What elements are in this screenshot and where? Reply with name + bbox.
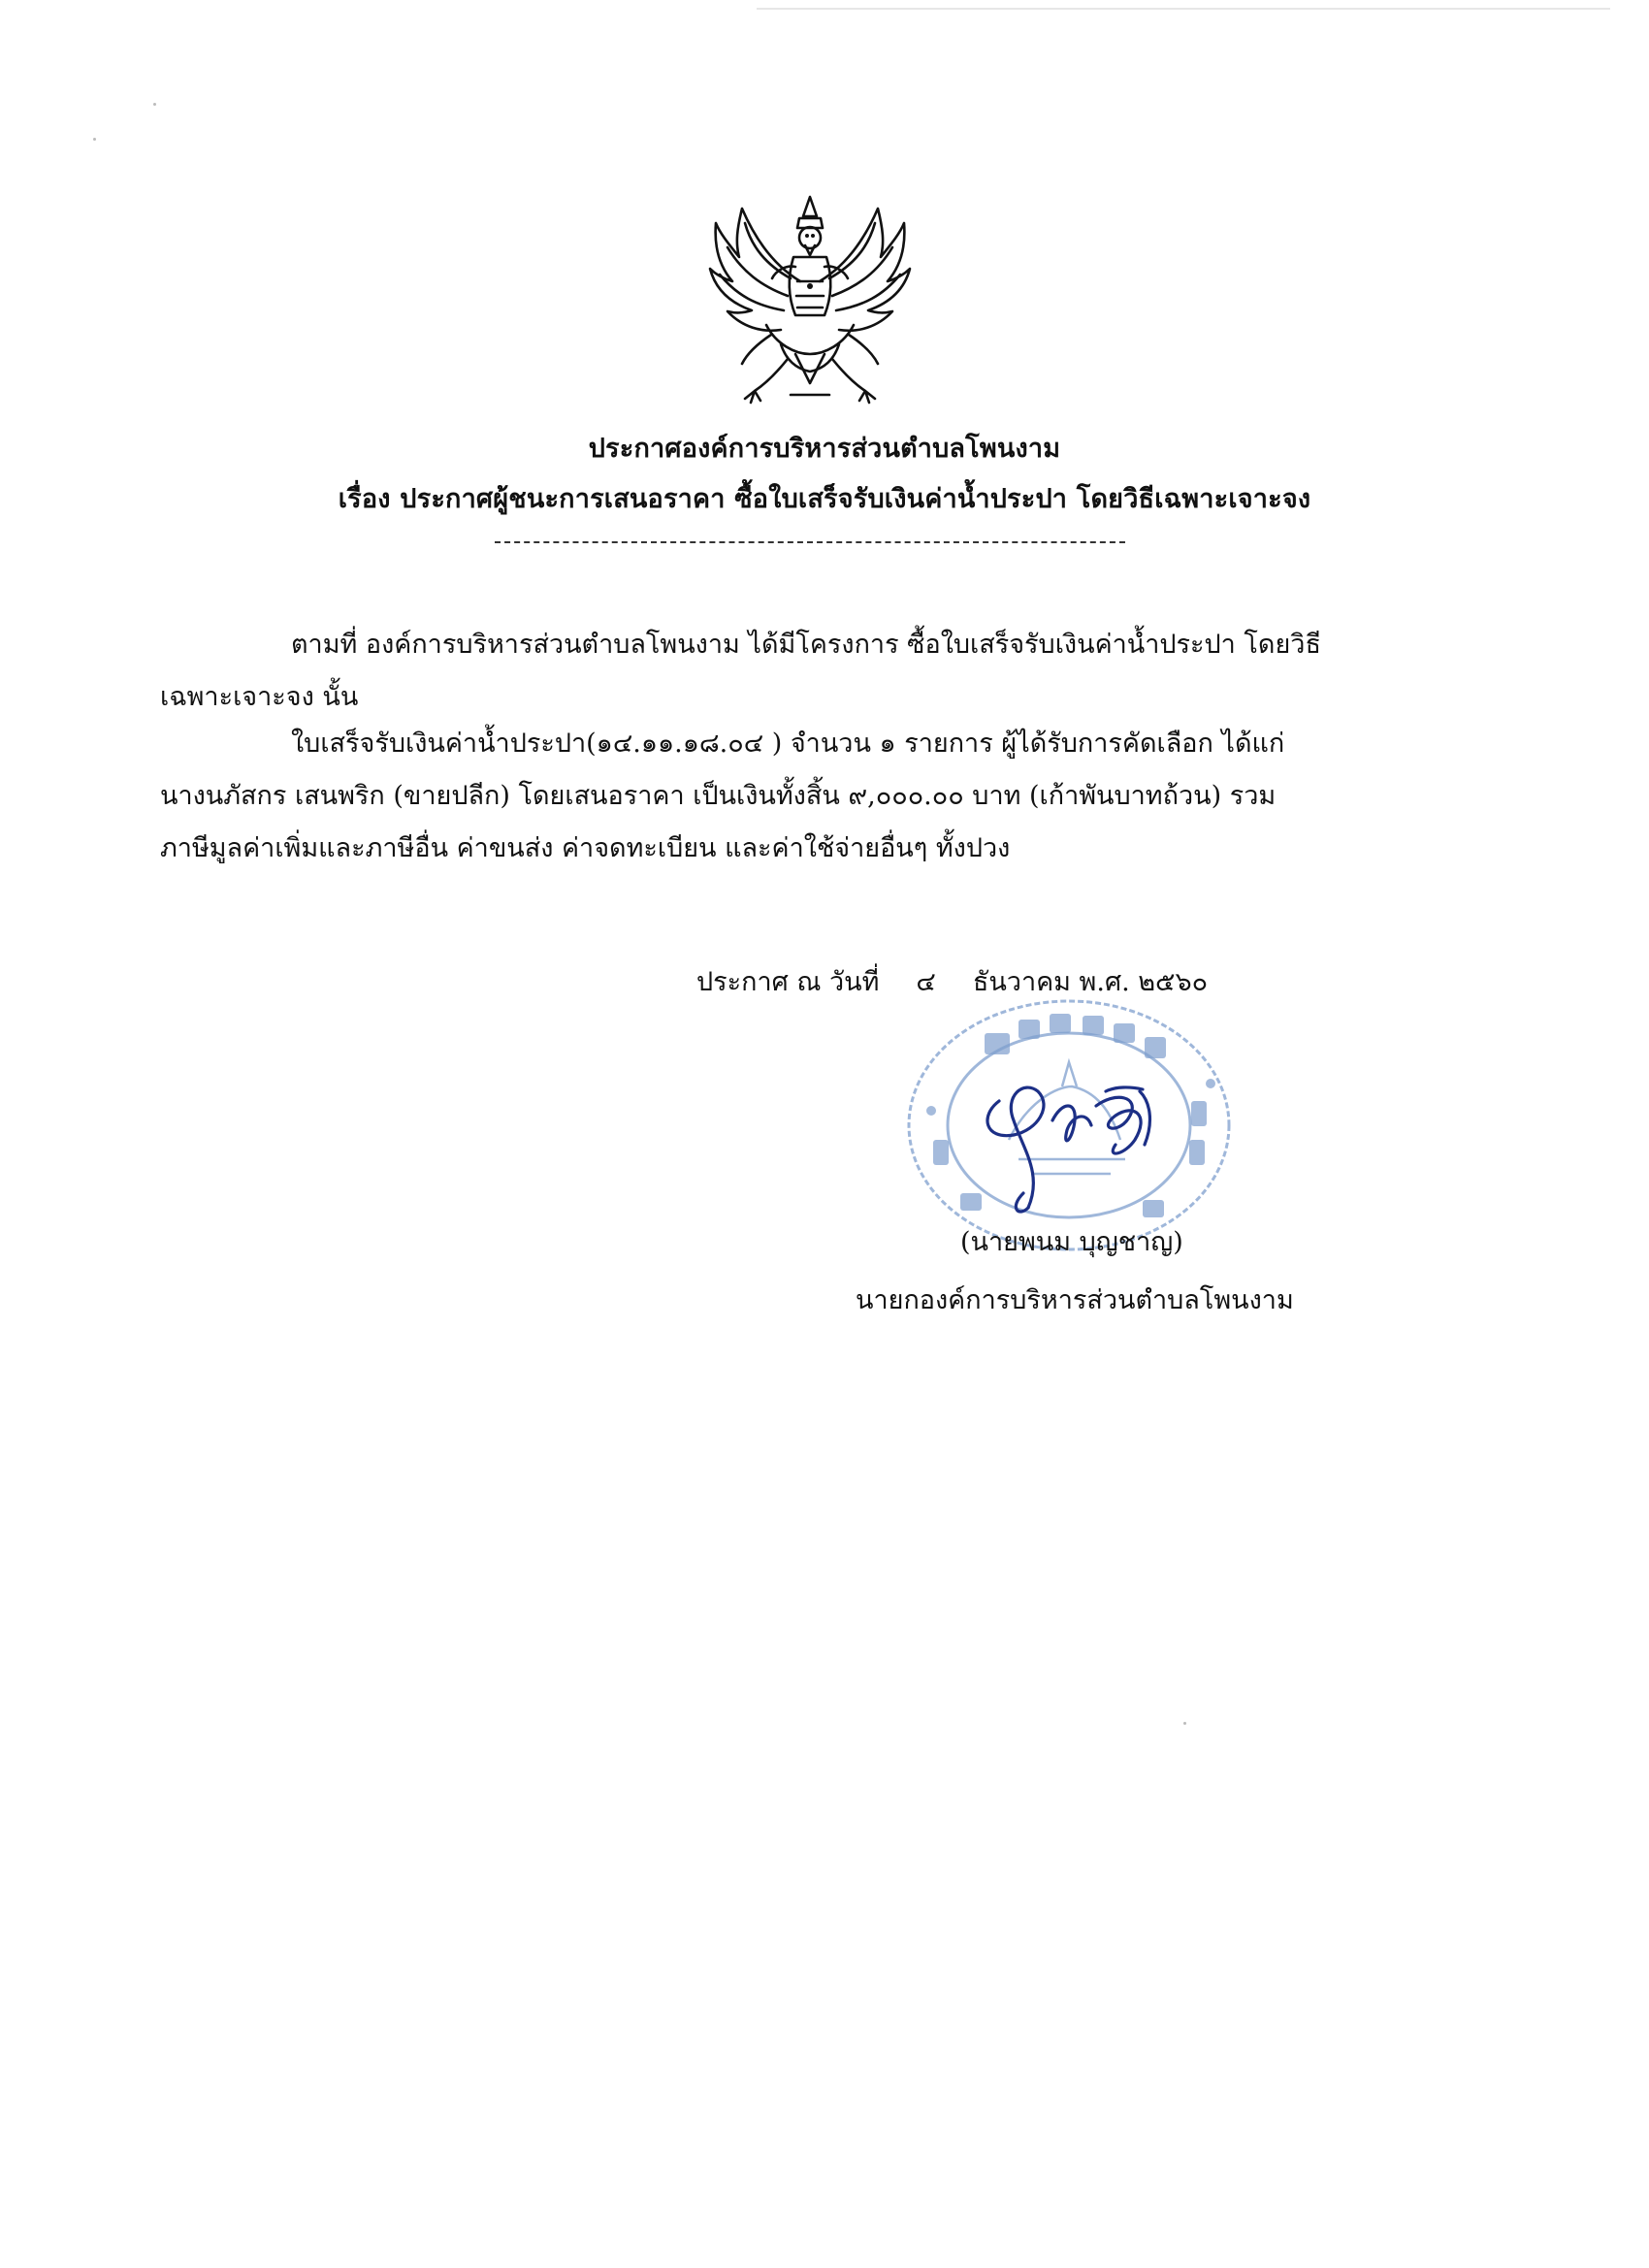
body-paragraph-2-line-3: ภาษีมูลค่าเพิ่มและภาษีอื่น ค่าขนส่ง ค่าจดทะเบียน และค่าใช้จ่ายอื่นๆ ทั้งปวง: [160, 833, 1011, 863]
body-paragraph-2-line-1: ใบเสร็จรับเงินค่าน้ำประปา(๑๔.๑๑.๑๘.๐๔ ) จำนวน ๑ รายการ ผู้ได้รับการคัดเลือก ได้แก่: [291, 729, 1285, 759]
scan-speck: [1183, 1722, 1186, 1725]
date-day: ๔: [916, 967, 936, 997]
body-paragraph-1-line-2: เฉพาะเจาะจง นั้น: [160, 682, 359, 712]
scan-speck: [93, 138, 96, 141]
date-month-year: ธันวาคม พ.ศ. ๒๕๖๐: [972, 967, 1209, 997]
announcement-title: ประกาศองค์การบริหารส่วนตำบลโพนงาม: [588, 434, 1061, 464]
title-divider: [495, 541, 1125, 543]
scan-speck: [153, 103, 156, 106]
body-paragraph-2-line-2: นางนภัสกร เสนพริก (ขายปลีก) โดยเสนอราคา เป็นเงินทั้งสิ้น ๙,๐๐๐.๐๐ บาท (เก้าพันบาทถ้วน) รวม: [160, 781, 1277, 811]
garuda-emblem: [698, 189, 922, 412]
handwritten-signature: [970, 1062, 1193, 1227]
body-paragraph-1-line-1: ตามที่ องค์การบริหารส่วนตำบลโพนงาม ได้มีโครงการ ซื้อใบเสร็จรับเงินค่าน้ำประปา โดยวิธี: [291, 630, 1321, 660]
announcement-subject: เรื่อง ประกาศผู้ชนะการเสนอราคา ซื้อใบเสร็จรับเงินค่าน้ำประปา โดยวิธีเฉพาะเจาะจง: [338, 484, 1311, 514]
signatory-name: (นายพนม บุญชาญ): [960, 1227, 1183, 1257]
scan-edge: [757, 8, 1610, 10]
date-prefix: ประกาศ ณ วันที่: [696, 967, 880, 997]
signatory-position: นายกองค์การบริหารส่วนตำบลโพนงาม: [856, 1285, 1294, 1315]
